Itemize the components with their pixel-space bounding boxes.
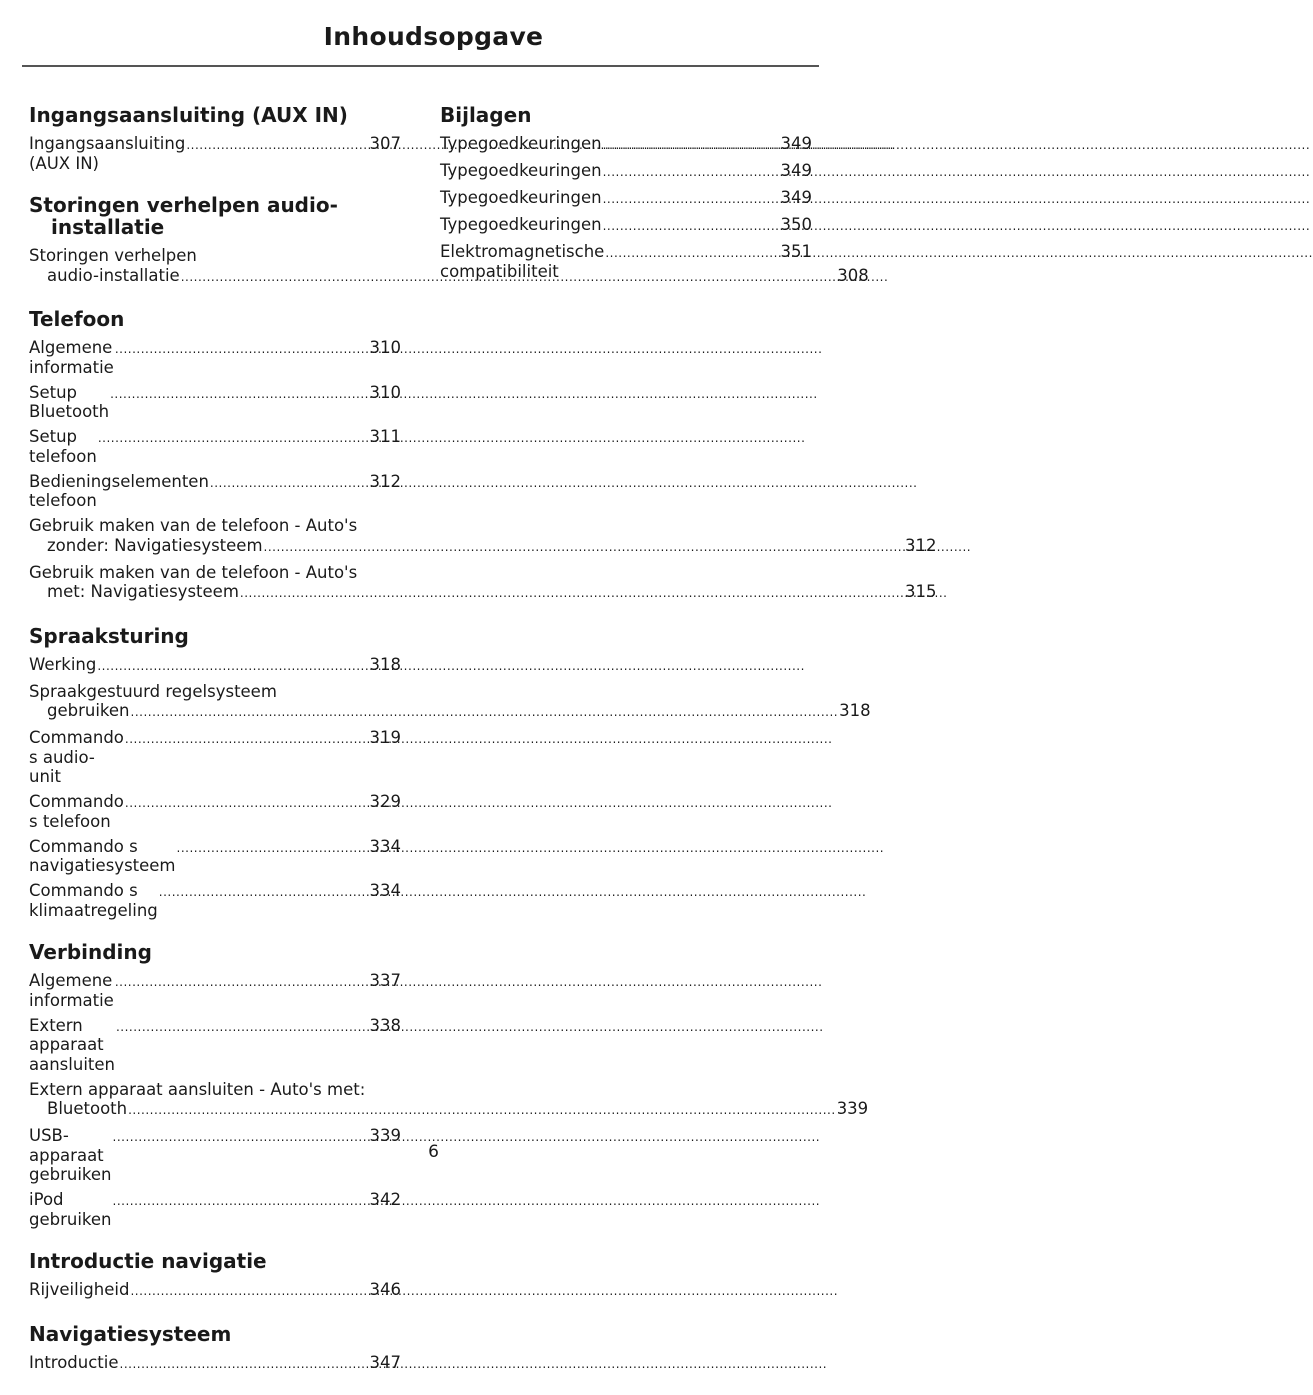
dot-leader — [130, 1282, 368, 1302]
entry-page-number: 339 — [836, 1099, 869, 1118]
entry-page-number: 346 — [369, 1280, 401, 1299]
entry-title-line2: audio-installatie — [47, 265, 180, 285]
entry-title-line2: Bluetooth — [47, 1099, 128, 1118]
entry-page-number: 318 — [839, 701, 871, 720]
dot-leader — [159, 883, 369, 903]
toc-section — [29, 307, 937, 604]
section-heading: Spraaksturing — [29, 623, 189, 648]
dot-leader — [110, 385, 368, 405]
entry-title-line1: Extern apparaat aansluiten - Auto's met: — [29, 1079, 366, 1099]
entry-page-number: 350 — [780, 215, 812, 234]
entry-title-line1: Spraakgestuurd regelsysteem — [29, 681, 277, 701]
dot-leader — [605, 244, 779, 264]
toc-entry[interactable] — [29, 562, 937, 604]
toc-entry[interactable] — [29, 134, 401, 173]
entry-title-line1: Gebruik maken van de telefoon - Auto's — [29, 562, 358, 582]
dot-leader — [113, 1192, 369, 1212]
dot-leader — [125, 794, 369, 814]
dot-leader — [264, 538, 904, 558]
toc-section — [29, 104, 401, 173]
section-heading: Verbinding — [29, 940, 152, 964]
entry-page-number: 349 — [780, 188, 812, 207]
entry-title-line2: gebruiken — [47, 701, 130, 720]
entry-page-number: 351 — [780, 242, 812, 261]
toc-entry[interactable] — [440, 215, 812, 237]
entry-title: Introductie — [29, 1352, 119, 1372]
dot-leader — [240, 584, 904, 604]
entry-title-line1: Gebruik maken van de telefoon - Auto's — [29, 516, 358, 535]
dot-leader — [128, 1101, 836, 1121]
entry-title: Werking — [29, 654, 97, 674]
toc-section — [29, 1323, 401, 1375]
entry-page-number: 338 — [369, 1015, 401, 1035]
entry-title: Ingangsaansluiting (AUX IN) — [29, 134, 186, 173]
toc-entry[interactable] — [29, 1353, 401, 1375]
entry-page-number: 318 — [369, 654, 401, 674]
toc-entry[interactable] — [29, 837, 401, 876]
entry-page-number: 342 — [369, 1190, 401, 1209]
toc-entry[interactable] — [440, 188, 812, 210]
entry-title: Commando s telefoon — [29, 792, 124, 831]
entry-page-number: 347 — [369, 1352, 401, 1372]
section-heading: Introductie navigatie — [29, 1249, 267, 1273]
entry-title: Typegoedkeuringen — [440, 188, 602, 207]
toc-entry[interactable] — [29, 1016, 401, 1075]
entry-title-line2: met: Navigatiesysteem — [47, 582, 239, 601]
entry-page-number: 319 — [369, 728, 401, 747]
toc-entry[interactable] — [29, 1280, 401, 1302]
toc-entry[interactable] — [29, 472, 401, 511]
title-divider — [22, 65, 819, 67]
toc-entry[interactable] — [29, 728, 401, 787]
entry-title: Typegoedkeuringen — [440, 215, 602, 234]
page-number: 6 — [428, 1142, 439, 1162]
entry-title: Elektromagnetische compatibiliteit — [440, 242, 605, 281]
toc-entry[interactable] — [440, 161, 812, 183]
toc-entry[interactable] — [440, 242, 812, 281]
entry-title: Bedieningselementen telefoon — [29, 471, 209, 510]
section-heading: Storingen verhelpen audio-installatie — [29, 193, 338, 239]
entry-page-number: 311 — [369, 427, 401, 446]
dot-leader — [97, 657, 368, 677]
entry-page-number: 337 — [369, 971, 401, 990]
entry-page-number: 349 — [780, 134, 812, 153]
page-title: Inhoudsopgave — [323, 22, 544, 51]
entry-page-number: 312 — [904, 535, 937, 555]
toc-section — [29, 1250, 401, 1302]
toc-section — [440, 104, 812, 281]
dot-leader — [98, 429, 369, 449]
entry-title: Commando s navigatiesysteem — [29, 836, 176, 875]
toc-entry[interactable] — [29, 681, 871, 723]
dot-leader — [131, 703, 839, 723]
section-heading: Bijlagen — [440, 103, 532, 127]
toc-entry[interactable] — [29, 1190, 401, 1229]
toc-entry[interactable] — [440, 134, 812, 156]
toc-entry[interactable] — [29, 338, 401, 377]
dot-leader — [120, 1355, 369, 1375]
toc-entry[interactable] — [29, 792, 401, 831]
entry-title: Algemene informatie — [29, 971, 114, 1010]
entry-page-number: 334 — [369, 881, 401, 900]
toc-right-column — [440, 104, 812, 302]
entry-page-number: 308 — [837, 265, 869, 285]
toc-section — [29, 940, 869, 1229]
dot-leader — [603, 136, 780, 156]
dot-leader — [116, 1018, 369, 1038]
entry-title: Setup telefoon — [29, 427, 97, 466]
entry-page-number: 329 — [369, 792, 401, 811]
entry-title: Extern apparaat aansluiten — [29, 1015, 115, 1074]
entry-title: Algemene informatie — [29, 338, 114, 377]
entry-title: iPod gebruiken — [29, 1190, 112, 1229]
entry-title-line1: Storingen verhelpen — [29, 246, 197, 265]
dot-leader — [125, 730, 369, 750]
dot-leader — [603, 163, 780, 183]
entry-page-number: 310 — [369, 382, 401, 402]
toc-entry[interactable] — [29, 516, 937, 557]
entry-title: Typegoedkeuringen — [440, 134, 602, 153]
section-heading: Navigatiesysteem — [29, 1321, 232, 1346]
entry-page-number: 349 — [780, 161, 812, 180]
entry-title: USB-apparaat gebruiken — [29, 1126, 112, 1184]
entry-page-number: 307 — [369, 134, 401, 153]
entry-page-number: 315 — [904, 582, 937, 601]
entry-page-number: 310 — [369, 338, 401, 357]
entry-page-number: 339 — [369, 1126, 401, 1145]
dot-leader — [186, 136, 368, 156]
toc-entry[interactable] — [29, 655, 401, 677]
dot-leader — [210, 474, 369, 494]
toc-entry[interactable] — [29, 427, 401, 466]
toc-entry[interactable] — [29, 1079, 869, 1121]
dot-leader — [603, 217, 780, 237]
entry-title: Setup Bluetooth — [29, 382, 110, 421]
section-heading: Telefoon — [29, 307, 125, 331]
dot-leader — [115, 340, 369, 360]
toc-entry[interactable] — [29, 383, 401, 422]
entry-title: Commando s klimaatregeling — [29, 881, 158, 920]
entry-title-line2: zonder: Navigatiesysteem — [47, 535, 263, 555]
toc-entry[interactable] — [29, 971, 401, 1010]
entry-page-number: 312 — [369, 471, 401, 491]
dot-leader — [603, 190, 780, 210]
entry-title: Typegoedkeuringen — [440, 161, 602, 180]
dot-leader — [115, 973, 369, 993]
dot-leader — [177, 839, 369, 859]
entry-title: Commando s audio-unit — [29, 728, 124, 786]
toc-entry[interactable] — [29, 881, 401, 920]
section-heading: Ingangsaansluiting (AUX IN) — [29, 103, 348, 127]
toc-section — [29, 623, 871, 921]
entry-title: Rijveiligheid — [29, 1280, 130, 1299]
entry-page-number: 334 — [369, 836, 401, 856]
